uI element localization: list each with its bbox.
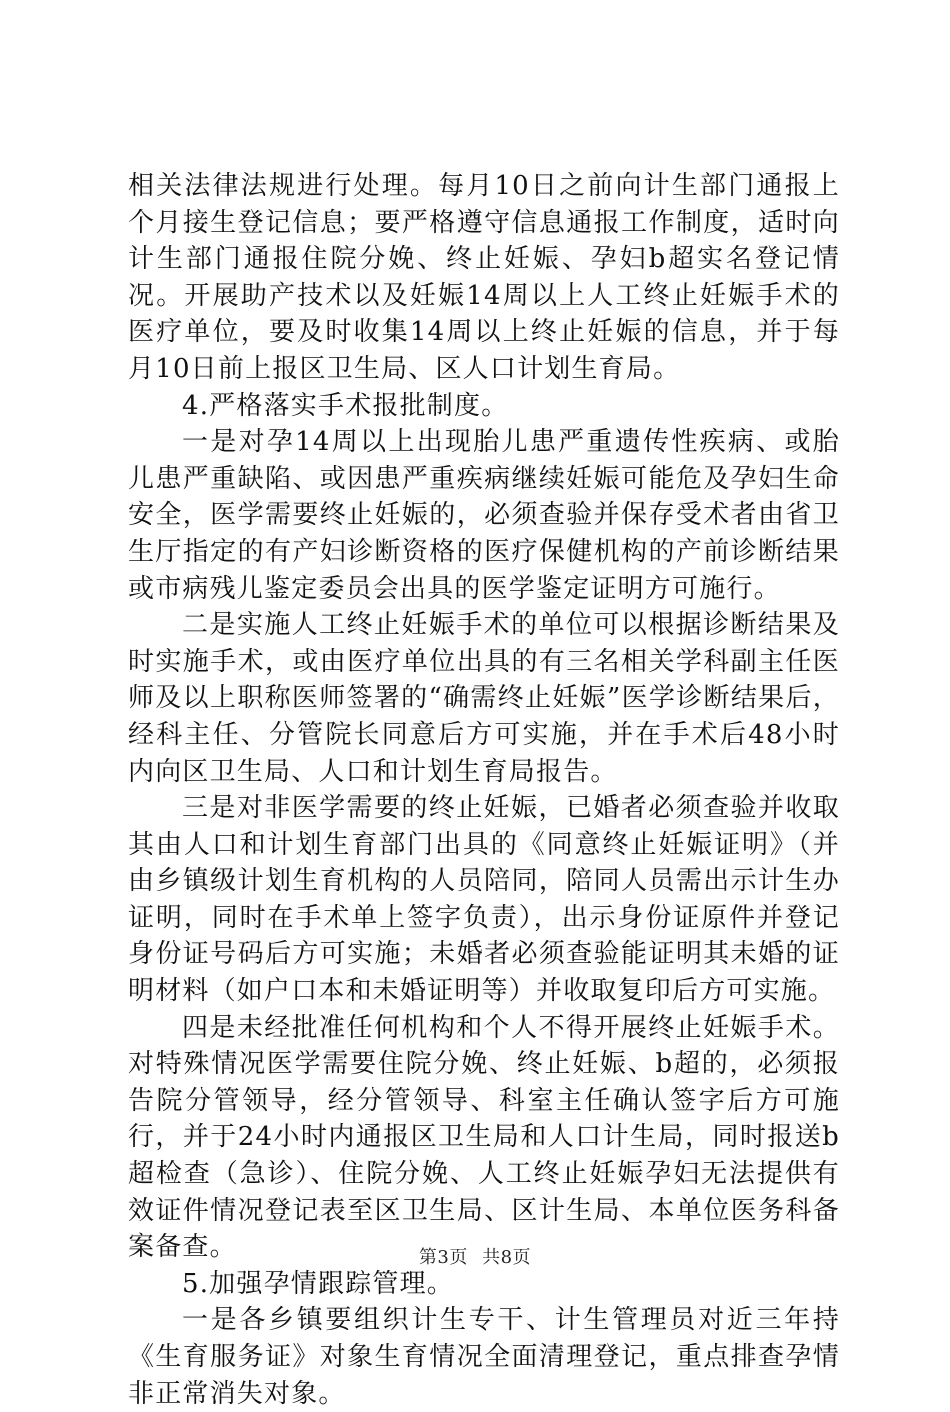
paragraph-3: 一是对孕14周以上出现胎儿患严重遗传性疾病、或胎儿患严重缺陷、或因患严重疾病继续妊娠可能危及孕妇生命安全，医学需要终止妊娠的，必须查验并保存受术者由省卫生厅指定的有产妇诊断资格的医疗保健机构的产前诊断结果或市病残儿鉴定委员会出具的医学鉴定证明方可施行。 bbox=[128, 427, 840, 604]
paragraph-6: 四是未经批准任何机构和个人不得开展终止妊娠手术。对特殊情况医学需要住院分娩、终止妊娠、b超的，必须报告院分管领导，经分管领导、科室主任确认签字后方可施行，并于24小时内通报区卫生局和人口计生局，同时报送b超检查（急诊）、住院分娩、人工终止妊娠孕妇无法提供有效证件情况登记表至区卫生局、区计生局、本单位医务科备案备查。 bbox=[128, 1012, 840, 1263]
paragraph-8: 一是各乡镇要组织计生专干、计生管理员对近三年持《生育服务证》对象生育情况全面清理登记，重点排查孕情非正常消失对象。 bbox=[128, 1305, 840, 1409]
page-number: 第3页 bbox=[418, 1247, 468, 1268]
paragraph-5: 三是对非医学需要的终止妊娠，已婚者必须查验并收取其由人口和计划生育部门出具的《同意终止妊娠证明》（并由乡镇级计划生育机构的人员陪同，陪同人员需出示计生办证明，同时在手术单上签字负责），出示身份证原件并登记身份证号码后方可实施；未婚者必须查验能证明其未婚的证明材料（如户口本和未婚证明等）并收取复印后方可实施。 bbox=[128, 793, 840, 1007]
page-footer bbox=[0, 1243, 950, 1269]
paragraph-2-heading: 4.严格落实手术报批制度。 bbox=[182, 390, 509, 421]
paragraph-4: 二是实施人工终止妊娠手术的单位可以根据诊断结果及时实施手术，或由医疗单位出具的有三名相关学科副主任医师及以上职称医师签署的“确需终止妊娠”医学诊断结果后，经科主任、分管院长同意后方可实施，并在手术后48小时内向区卫生局、人口和计划生育局报告。 bbox=[128, 610, 840, 787]
paragraph-7-heading: 5.加强孕情跟踪管理。 bbox=[182, 1268, 455, 1299]
paragraph-1: 相关法律法规进行处理。每月10日之前向计生部门通报上个月接生登记信息；要严格遵守信息通报工作制度，适时向计生部门通报住院分娩、终止妊娠、孕妇b超实名登记情况。开展助产技术以及妊娠14周以上人工终止妊娠手术的医疗单位，要及时收集14周以上终止妊娠的信息，并于每月10日前上报区卫生局、区人口计划生育局。 bbox=[128, 171, 840, 384]
total-pages: 共8页 bbox=[482, 1247, 532, 1268]
document-body bbox=[128, 168, 840, 1412]
